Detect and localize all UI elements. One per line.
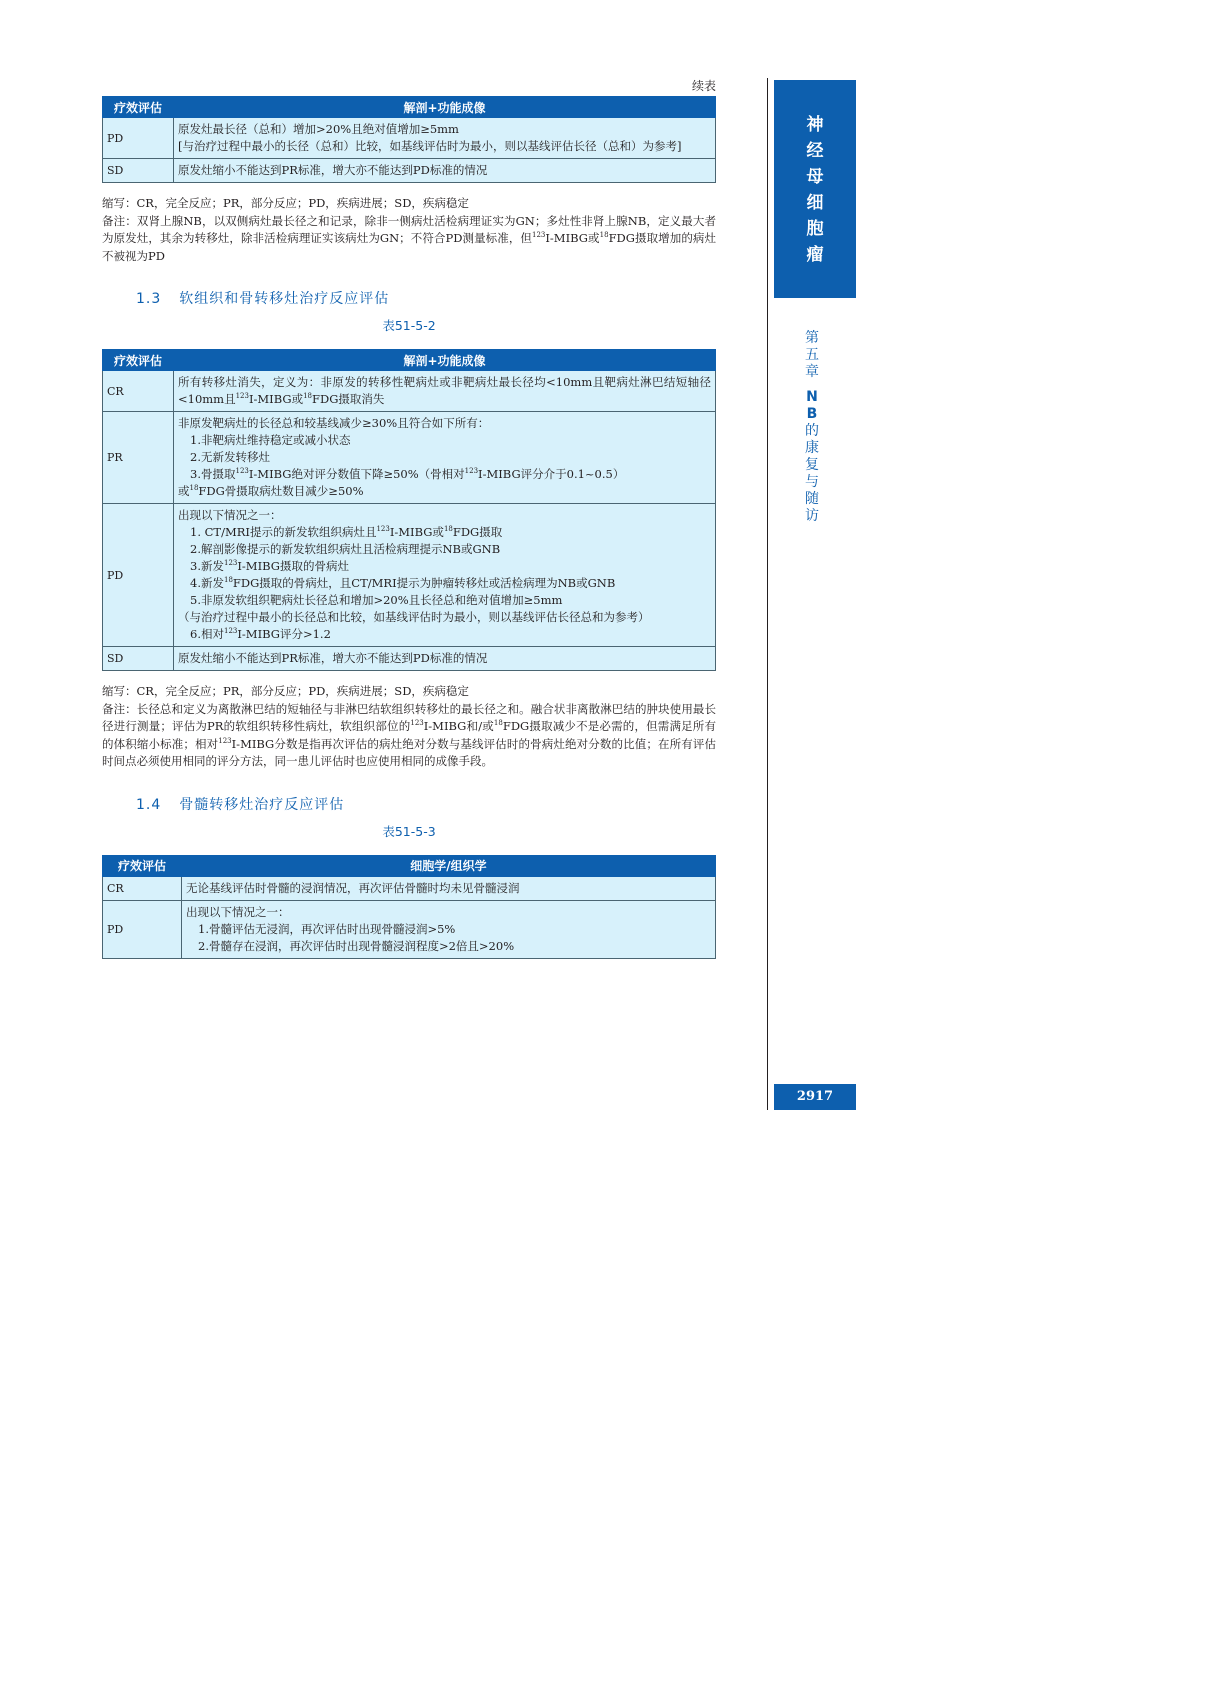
table-row xyxy=(103,371,716,412)
row-body xyxy=(174,118,716,159)
row-text: 原发灶最长径（总和）增加>20%且绝对值增加≥5mm xyxy=(178,122,459,136)
row-label: PR xyxy=(103,412,174,504)
table-51-5-3 xyxy=(102,855,716,959)
table-row xyxy=(103,118,716,159)
continued-label: 续表 xyxy=(691,79,716,93)
notes-1 xyxy=(102,195,716,265)
table-caption: 表51-5-2 xyxy=(382,318,436,333)
table-row xyxy=(103,900,716,958)
section-heading-1-3: 1.3 软组织和骨转移灶治疗反应评估 xyxy=(136,291,390,307)
row-body: 出现以下情况之一： 1.骨髓评估无浸润，再次评估时出现骨髓浸润>5% 2.骨髓存在浸润，再次评估时出现骨髓浸润程度>2倍且>20% xyxy=(182,900,716,958)
table-row xyxy=(103,647,716,671)
sidebar-chapter: 第 五 章 N B 的 康 复 与 随 访 xyxy=(805,330,819,524)
row-body: 原发灶缩小不能达到PR标准，增大亦不能达到PD标准的情况 xyxy=(174,647,716,671)
table-row xyxy=(103,159,716,183)
section-heading-1-4: 1.4 骨髓转移灶治疗反应评估 xyxy=(136,796,345,813)
table-row xyxy=(103,412,716,504)
table-row xyxy=(103,876,716,900)
header-cytology: 细胞学/组织学 xyxy=(182,855,716,876)
row-body: 非原发靶病灶的长径总和较基线减少≥30%且符合如下所有： 1.非靶病灶维持稳定或减小状态 2.无新发转移灶 3.骨摄取$^{123}$I-MIBG绝对评分数值下降≥50%（骨相对$^{123}$I-MIBG评分介于0.1~0.5） 或$^{18}$FDG骨摄取病灶数目减少≥50% xyxy=(174,412,716,504)
table-51-5-2 xyxy=(102,349,716,671)
notes-2 xyxy=(102,683,716,771)
row-label: SD xyxy=(103,159,174,183)
header-efficacy: 疗效评估 xyxy=(103,97,174,118)
row-label: CR xyxy=(103,371,174,412)
row-label: PD xyxy=(103,118,174,159)
remark-note: 备注：长径总和定义为离散淋巴结的短轴径与非淋巴结软组织转移灶的最长径之和。融合状非离散淋巴结的肿块使用最长径进行测量；评估为PR的软组织转移性病灶，软组织部位的$^{123}$I-MIBG和/或$^{18}$FDG摄取减少不是必需的，但需满足所有的体积缩小标准；相对$^{123}$I-MIBG分数是指再次评估的病灶绝对分数与基线评估时的骨病灶绝对分数的比值；在所有评估时间点必须使用相同的评分方法，同一患儿评估时也应使用相同的成像手段。 xyxy=(102,701,717,768)
row-body: 无论基线评估时骨髓的浸润情况，再次评估骨髓时均未见骨髓浸润 xyxy=(182,876,716,900)
row-label: SD xyxy=(103,647,174,671)
row-label: PD xyxy=(103,504,174,647)
header-efficacy: 疗效评估 xyxy=(103,855,182,876)
row-label: CR xyxy=(103,876,182,900)
header-imaging: 解剖+功能成像 xyxy=(174,97,716,118)
table-top xyxy=(102,96,716,183)
row-body: 原发灶缩小不能达到PR标准，增大亦不能达到PD标准的情况 xyxy=(174,159,716,183)
page-number: 2917 xyxy=(774,1084,856,1110)
abbreviation-note: 缩写：CR，完全反应；PR，部分反应；PD，疾病进展；SD，疾病稳定 xyxy=(102,684,469,698)
row-label: PD xyxy=(103,900,182,958)
header-imaging: 解剖+功能成像 xyxy=(174,350,716,371)
table-caption: 表51-5-3 xyxy=(382,823,436,839)
margin-rule xyxy=(767,78,768,1110)
page-content xyxy=(102,76,716,959)
row-body: 所有转移灶消失，定义为：非原发的转移性靶病灶或非靶病灶最长径均<10mm且靶病灶淋巴结短轴径<10mm且$^{123}$I-MIBG或$^{18}$FDG摄取消失 xyxy=(174,371,716,412)
header-efficacy: 疗效评估 xyxy=(103,350,174,371)
remark-note: 备注：双肾上腺NB，以双侧病灶最长径之和记录，除非一侧病灶活检病理证实为GN；多灶性非肾上腺NB，定义最大者为原发灶，其余为转移灶，除非活检病理证实该病灶为GN；不符合PD测量标准，但$^{123}$I-MIBG或$^{18}$FDG摄取增加的病灶不被视为PD xyxy=(102,213,717,263)
row-text: [与治疗过程中最小的长径（总和）比较，如基线评估时为最小，则以基线评估长径（总和）为参考] xyxy=(178,139,682,153)
sidebar-title: 神 经 母 细 胞 瘤 xyxy=(774,80,856,298)
abbreviation-note: 缩写：CR，完全反应；PR，部分反应；PD，疾病进展；SD，疾病稳定 xyxy=(102,196,469,210)
row-body: 出现以下情况之一： 1. CT/MRI提示的新发软组织病灶且$^{123}$I-MIBG或$^{18}$FDG摄取 2.解剖影像提示的新发软组织病灶且活检病理提示NB或GNB 3.新发$^{123}$I-MIBG摄取的骨病灶 4.新发$^{18}$FDG摄取的骨病灶，且CT/MRI提示为肿瘤转移灶或活检病理为NB或GNB 5.非原发软组织靶病灶长径总和增加>20%且长径总和绝对值增加≥5mm （与治疗过程中最小的长径总和比较，如基线评估时为最小，则以基线评估长径总和为参考） 6.相对$^{123}$I-MIBG评分>1.2 xyxy=(174,504,716,647)
table-row xyxy=(103,504,716,647)
